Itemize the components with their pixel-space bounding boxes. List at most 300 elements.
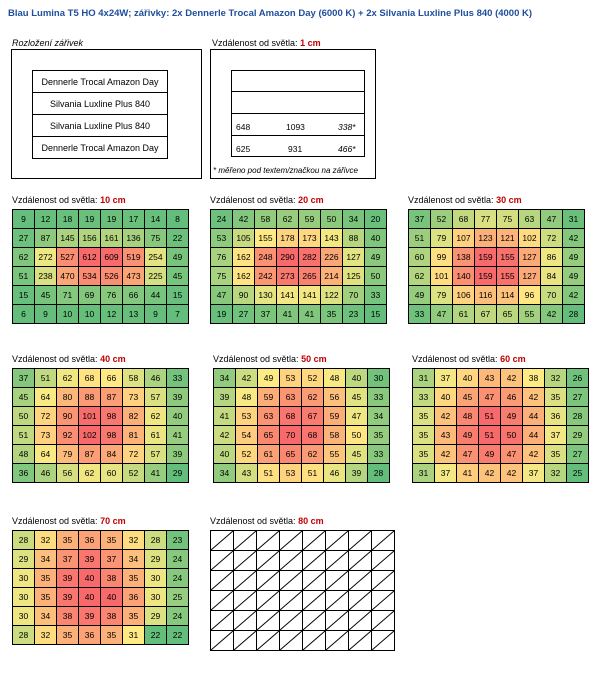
val-1cm-a3: 338* [338, 122, 356, 132]
caption-distance: 10 cm [100, 195, 126, 205]
grid-cell: 35 [123, 569, 145, 588]
grid-cell: 39 [167, 445, 189, 464]
grid-cell: 62 [277, 210, 299, 229]
diagonal-line [257, 551, 279, 570]
grid-cell: 35 [413, 426, 435, 445]
grid-cell: 106 [453, 286, 475, 305]
grid-cell: 173 [299, 229, 321, 248]
grid-cell: 72 [541, 229, 563, 248]
grid-cell: 33 [167, 369, 189, 388]
diagonal-line [303, 551, 325, 570]
grid-caption [210, 195, 324, 205]
diagonal-line [280, 571, 302, 590]
grid-cell: 60 [101, 464, 123, 483]
grid-cell: 52 [302, 369, 324, 388]
grid-cell: 98 [101, 407, 123, 426]
one-cm-box [210, 49, 376, 179]
grid-cell: 66 [101, 369, 123, 388]
grid-cell: 30 [145, 569, 167, 588]
grid-cell: 41 [145, 464, 167, 483]
grid-cell: 52 [123, 464, 145, 483]
grid-cell: 18 [57, 210, 79, 229]
grid-cell: 52 [236, 445, 258, 464]
empty-cell [257, 631, 280, 651]
grid-cell: 49 [563, 248, 585, 267]
diagonal-line [211, 531, 233, 550]
grid-cell: 10 [79, 305, 101, 324]
empty-cell [257, 611, 280, 631]
grid-cell: 61 [258, 445, 280, 464]
grid-cell: 87 [101, 388, 123, 407]
grid-cell: 534 [79, 267, 101, 286]
grid-cell: 470 [57, 267, 79, 286]
grid-cell: 42 [501, 369, 523, 388]
grid-cell: 35 [413, 445, 435, 464]
diagonal-line [326, 571, 348, 590]
grid-cell: 33 [413, 388, 435, 407]
grid-cell: 79 [431, 286, 453, 305]
heatmap-grid [408, 209, 585, 324]
grid-cell: 138 [453, 248, 475, 267]
grid-cell: 32 [545, 464, 567, 483]
grid-cell: 40 [101, 588, 123, 607]
heatmap-grid [12, 209, 189, 324]
grid-cell: 143 [321, 229, 343, 248]
grid-cell: 65 [497, 305, 519, 324]
grid-cell: 238 [35, 267, 57, 286]
grid-cell: 49 [409, 286, 431, 305]
grid-cell: 36 [79, 531, 101, 550]
tube-4: Dennerle Trocal Amazon Day [32, 136, 168, 159]
grid-cell: 15 [365, 305, 387, 324]
grid-cell: 102 [519, 229, 541, 248]
grid-cell: 29 [167, 464, 189, 483]
grid-cell: 40 [79, 588, 101, 607]
grid-cell: 68 [79, 369, 101, 388]
diagonal-line [349, 571, 371, 590]
grid-cell: 162 [233, 248, 255, 267]
grid-cell: 35 [123, 607, 145, 626]
caption-distance: 20 cm [298, 195, 324, 205]
grid-cell: 29 [567, 426, 589, 445]
grid-cell: 86 [541, 248, 563, 267]
grid-cell: 40 [365, 229, 387, 248]
grid-cell: 46 [324, 464, 346, 483]
empty-cell [349, 631, 372, 651]
grid-cell: 27 [567, 388, 589, 407]
grid-cell: 39 [214, 388, 236, 407]
grid-cell: 40 [79, 569, 101, 588]
grid-cell: 45 [167, 267, 189, 286]
grid-cell: 51 [258, 464, 280, 483]
diagonal-line [372, 611, 394, 630]
grid-cell: 28 [567, 407, 589, 426]
grid-cell: 53 [280, 464, 302, 483]
empty-cell [349, 591, 372, 611]
grid-cell: 39 [57, 569, 79, 588]
empty-cell [326, 591, 349, 611]
grid-cell: 35 [35, 569, 57, 588]
grid-cell: 47 [346, 407, 368, 426]
empty-cell [234, 591, 257, 611]
grid-cell: 76 [211, 248, 233, 267]
grid-cell: 68 [302, 426, 324, 445]
grid-cell: 39 [346, 464, 368, 483]
heatmap-grid [412, 368, 589, 483]
grid-cell: 141 [277, 286, 299, 305]
grid-cell: 272 [35, 248, 57, 267]
grid-cell: 22 [167, 229, 189, 248]
grid-cell: 35 [368, 426, 390, 445]
grid-cell: 28 [563, 305, 585, 324]
grid-cell: 90 [57, 407, 79, 426]
grid-cell: 34 [343, 210, 365, 229]
empty-cell [303, 571, 326, 591]
grid-cell: 526 [101, 267, 123, 286]
grid-cell: 36 [79, 626, 101, 645]
diagonal-line [211, 631, 233, 650]
grid-cell: 40 [214, 445, 236, 464]
grid-cell: 43 [479, 369, 501, 388]
grid-cell: 23 [343, 305, 365, 324]
grid-cell: 90 [233, 286, 255, 305]
grid-cell: 35 [101, 626, 123, 645]
grid-cell: 24 [167, 607, 189, 626]
grid-cell: 65 [258, 426, 280, 445]
grid-cell: 159 [475, 248, 497, 267]
grid-cell: 45 [346, 388, 368, 407]
layout-label: Rozložení zářivek [12, 38, 84, 48]
grid-cell: 81 [123, 426, 145, 445]
grid-cell: 35 [101, 531, 123, 550]
grid-cell: 42 [479, 464, 501, 483]
grid-cell: 57 [145, 445, 167, 464]
heatmap-grid [12, 530, 189, 645]
diagonal-line [234, 631, 256, 650]
grid-cell: 51 [302, 464, 324, 483]
empty-cell [303, 611, 326, 631]
grid-cell: 8 [167, 210, 189, 229]
diagonal-line [234, 571, 256, 590]
val-1cm-b2: 931 [288, 144, 303, 154]
grid-cell: 41 [214, 407, 236, 426]
grid-cell: 52 [431, 210, 453, 229]
caption-distance: 70 cm [100, 516, 126, 526]
empty-cell [303, 631, 326, 651]
grid-cell: 30 [13, 569, 35, 588]
grid-cell: 50 [13, 407, 35, 426]
grid-cell: 32 [123, 531, 145, 550]
heatmap-grid [210, 209, 387, 324]
grid-cell: 56 [57, 464, 79, 483]
grid-caption [12, 516, 126, 526]
caption-prefix: Vzdálenost od světla: [412, 354, 501, 364]
empty-cell [372, 591, 395, 611]
grid-cell: 27 [233, 305, 255, 324]
grid-cell: 49 [258, 369, 280, 388]
grid-cell: 29 [145, 550, 167, 569]
diagonal-line [326, 551, 348, 570]
grid-cell: 225 [145, 267, 167, 286]
grid-cell: 49 [479, 445, 501, 464]
empty-cell [372, 571, 395, 591]
grid-cell: 159 [475, 267, 497, 286]
empty-cell [257, 531, 280, 551]
grid-cell: 17 [123, 210, 145, 229]
diagonal-line [257, 611, 279, 630]
grid-cell: 19 [211, 305, 233, 324]
empty-cell [211, 551, 234, 571]
grid-cell: 24 [167, 550, 189, 569]
grid-cell: 214 [321, 267, 343, 286]
grid-cell: 162 [233, 267, 255, 286]
grid-cell: 68 [280, 407, 302, 426]
grid-cell: 75 [145, 229, 167, 248]
diagonal-line [257, 631, 279, 650]
grid-cell: 140 [453, 267, 475, 286]
caption-distance: 30 cm [496, 195, 522, 205]
grid-caption [12, 354, 126, 364]
grid-cell: 62 [57, 369, 79, 388]
grid-cell: 290 [277, 248, 299, 267]
grid-cell: 67 [302, 407, 324, 426]
empty-cell [211, 611, 234, 631]
val-1cm-b1: 625 [236, 144, 251, 154]
grid-cell: 63 [280, 388, 302, 407]
grid-cell: 42 [563, 286, 585, 305]
grid-cell: 36 [123, 588, 145, 607]
grid-cell: 37 [13, 369, 35, 388]
grid-cell: 116 [475, 286, 497, 305]
diagonal-line [326, 631, 348, 650]
grid-cell: 64 [35, 445, 57, 464]
grid-cell: 48 [457, 407, 479, 426]
grid-cell: 49 [365, 248, 387, 267]
grid-cell: 27 [567, 445, 589, 464]
grid-cell: 61 [145, 426, 167, 445]
diagonal-line [211, 551, 233, 570]
grid-cell: 66 [123, 286, 145, 305]
grid-cell: 19 [79, 210, 101, 229]
grid-cell: 54 [236, 426, 258, 445]
grid-cell: 72 [123, 445, 145, 464]
grid-cell: 68 [453, 210, 475, 229]
grid-cell: 41 [277, 305, 299, 324]
grid-cell: 33 [409, 305, 431, 324]
grid-cell: 51 [35, 369, 57, 388]
grid-cell: 47 [211, 286, 233, 305]
grid-cell: 62 [79, 464, 101, 483]
tube-3: Silvania Luxline Plus 840 [32, 114, 168, 137]
grid-cell: 51 [13, 267, 35, 286]
grid-cell: 59 [299, 210, 321, 229]
grid-cell: 58 [324, 426, 346, 445]
empty-cell [303, 551, 326, 571]
empty-cell [280, 591, 303, 611]
grid-cell: 102 [79, 426, 101, 445]
grid-cell: 37 [255, 305, 277, 324]
grid-cell: 96 [519, 286, 541, 305]
grid-cell: 98 [101, 426, 123, 445]
grid-cell: 50 [365, 267, 387, 286]
grid-cell: 42 [501, 464, 523, 483]
grid-cell: 47 [457, 445, 479, 464]
grid-cell: 29 [145, 607, 167, 626]
grid-cell: 45 [346, 445, 368, 464]
grid-cell: 36 [545, 407, 567, 426]
grid-cell: 37 [435, 464, 457, 483]
grid-cell: 40 [457, 369, 479, 388]
grid-cell: 37 [545, 426, 567, 445]
grid-cell: 35 [35, 588, 57, 607]
grid-cell: 34 [214, 464, 236, 483]
caption-distance: 80 cm [298, 516, 324, 526]
diagonal-line [303, 531, 325, 550]
grid-cell: 46 [35, 464, 57, 483]
grid-cell: 22 [145, 626, 167, 645]
diagonal-line [211, 591, 233, 610]
empty-cell [280, 551, 303, 571]
grid-cell: 34 [35, 607, 57, 626]
diagonal-line [349, 631, 371, 650]
caption-prefix: Vzdálenost od světla: [408, 195, 497, 205]
grid-cell: 84 [101, 445, 123, 464]
grid-cell: 19 [101, 210, 123, 229]
empty-cell [211, 571, 234, 591]
grid-cell: 7 [167, 305, 189, 324]
grid-cell: 31 [123, 626, 145, 645]
grid-cell: 46 [145, 369, 167, 388]
empty-cell [280, 571, 303, 591]
grid-cell: 123 [475, 229, 497, 248]
grid-cell: 51 [13, 426, 35, 445]
grid-cell: 40 [167, 407, 189, 426]
grid-cell: 41 [167, 426, 189, 445]
empty-cell [257, 591, 280, 611]
grid-caption [210, 516, 324, 526]
grid-cell: 62 [145, 407, 167, 426]
grid-cell: 127 [519, 267, 541, 286]
grid-cell: 53 [280, 369, 302, 388]
grid-cell: 161 [101, 229, 123, 248]
grid-cell: 50 [346, 426, 368, 445]
grid-cell: 34 [214, 369, 236, 388]
grid-cell: 24 [167, 569, 189, 588]
grid-cell: 72 [35, 407, 57, 426]
grid-cell: 23 [167, 531, 189, 550]
grid-cell: 609 [101, 248, 123, 267]
grid-cell: 155 [497, 248, 519, 267]
grid-cell: 35 [413, 407, 435, 426]
empty-cell [349, 551, 372, 571]
grid-cell: 69 [79, 286, 101, 305]
grid-cell: 34 [35, 550, 57, 569]
grid-cell: 46 [501, 388, 523, 407]
caption-prefix: Vzdálenost od světla: [212, 38, 301, 48]
grid-cell: 42 [214, 426, 236, 445]
diagonal-line [257, 591, 279, 610]
grid-cell: 84 [541, 267, 563, 286]
grid-cell: 42 [563, 229, 585, 248]
grid-cell: 40 [435, 388, 457, 407]
grid-cell: 75 [497, 210, 519, 229]
grid-cell: 13 [123, 305, 145, 324]
grid-cell: 41 [299, 305, 321, 324]
grid-cell: 49 [501, 407, 523, 426]
diagonal-line [349, 611, 371, 630]
grid-cell: 41 [457, 464, 479, 483]
grid-cell: 28 [368, 464, 390, 483]
grid-cell: 45 [457, 388, 479, 407]
grid-caption [213, 354, 327, 364]
grid-cell: 42 [523, 445, 545, 464]
caption-prefix: Vzdálenost od světla: [210, 195, 299, 205]
caption-distance: 50 cm [301, 354, 327, 364]
grid-cell: 88 [343, 229, 365, 248]
tube-2: Silvania Luxline Plus 840 [32, 92, 168, 115]
grid-cell: 35 [545, 445, 567, 464]
grid-cell: 30 [13, 588, 35, 607]
diagonal-line [280, 551, 302, 570]
empty-cell [372, 531, 395, 551]
grid-cell: 47 [541, 210, 563, 229]
grid-cell: 70 [541, 286, 563, 305]
grid-cell: 51 [479, 426, 501, 445]
grid-cell: 39 [79, 550, 101, 569]
grid-cell: 42 [233, 210, 255, 229]
grid-cell: 43 [236, 464, 258, 483]
grid-cell: 125 [343, 267, 365, 286]
grid-cell: 88 [79, 388, 101, 407]
grid-cell: 55 [519, 305, 541, 324]
grid-cell: 282 [299, 248, 321, 267]
grid-cell: 36 [13, 464, 35, 483]
empty-cell [280, 611, 303, 631]
grid-cell: 265 [299, 267, 321, 286]
grid-cell: 254 [145, 248, 167, 267]
heatmap-grid [210, 530, 395, 651]
empty-cell [234, 571, 257, 591]
diagonal-line [349, 551, 371, 570]
grid-cell: 25 [167, 588, 189, 607]
grid-cell: 28 [13, 531, 35, 550]
grid-cell: 10 [57, 305, 79, 324]
grid-cell: 38 [57, 607, 79, 626]
grid-cell: 38 [101, 607, 123, 626]
grid-cell: 14 [145, 210, 167, 229]
grid-cell: 58 [123, 369, 145, 388]
grid-cell: 60 [409, 248, 431, 267]
grid-cell: 226 [321, 248, 343, 267]
grid-cell: 64 [35, 388, 57, 407]
grid-cell: 70 [280, 426, 302, 445]
grid-cell: 45 [13, 388, 35, 407]
grid-cell: 32 [545, 369, 567, 388]
grid-cell: 130 [255, 286, 277, 305]
grid-cell: 45 [35, 286, 57, 305]
grid-cell: 61 [453, 305, 475, 324]
grid-cell: 48 [324, 369, 346, 388]
grid-cell: 25 [567, 464, 589, 483]
empty-cell [326, 611, 349, 631]
grid-cell: 53 [211, 229, 233, 248]
grid-cell: 33 [368, 445, 390, 464]
empty-cell [349, 611, 372, 631]
grid-cell: 34 [368, 407, 390, 426]
diagonal-line [372, 551, 394, 570]
grid-cell: 50 [321, 210, 343, 229]
grid-cell: 57 [145, 388, 167, 407]
